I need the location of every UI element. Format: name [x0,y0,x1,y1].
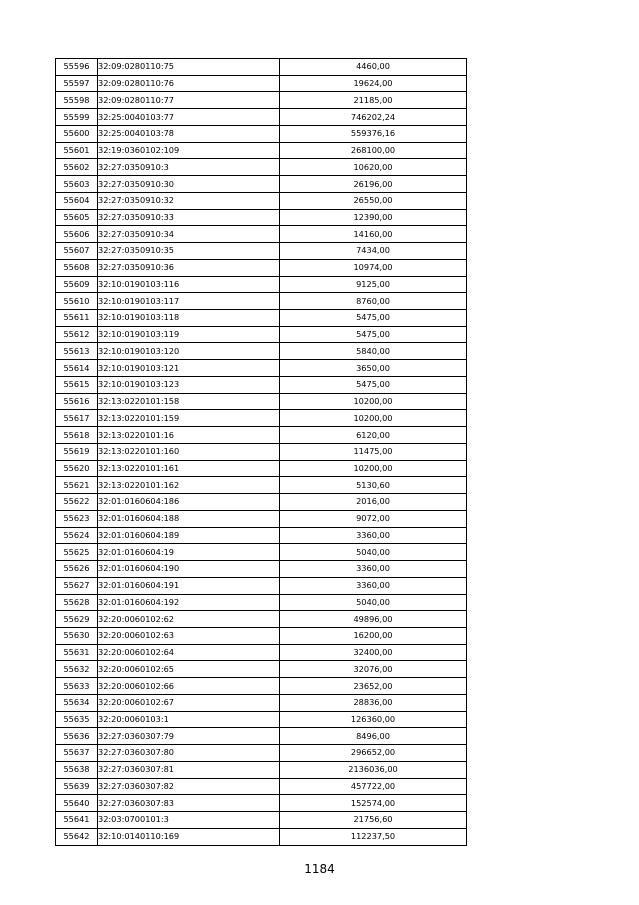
table-body [56,59,467,846]
table-row [56,460,467,477]
table-row [56,259,467,276]
table-row [56,326,467,343]
cadastral-value-cell: 8496,00 [280,728,467,745]
cadastral-value-cell: 5040,00 [280,594,467,611]
row-number-cell: 55609 [56,276,98,293]
cadastral-value-cell: 7434,00 [280,243,467,260]
row-number-cell: 55640 [56,795,98,812]
cadastral-number-cell: 32:10:0190103:116 [98,276,280,293]
table-row [56,125,467,142]
table-row [56,192,467,209]
cadastral-value-cell: 126360,00 [280,711,467,728]
table-row [56,443,467,460]
cadastral-number-cell: 32:25:0040103:78 [98,125,280,142]
row-number-cell: 55626 [56,561,98,578]
row-number-cell: 55608 [56,259,98,276]
cadastral-value-cell: 8760,00 [280,293,467,310]
row-number-cell: 55607 [56,243,98,260]
cadastral-number-cell: 32:01:0160604:192 [98,594,280,611]
row-number-cell: 55612 [56,326,98,343]
row-number-cell: 55636 [56,728,98,745]
table-row [56,761,467,778]
table-row [56,393,467,410]
row-number-cell: 55599 [56,109,98,126]
cadastral-value-cell: 268100,00 [280,142,467,159]
cadastral-number-cell: 32:13:0220101:16 [98,427,280,444]
cadastral-value-cell: 14160,00 [280,226,467,243]
row-number-cell: 55614 [56,360,98,377]
table-row [56,594,467,611]
table-row [56,293,467,310]
row-number-cell: 55632 [56,661,98,678]
cadastral-value-cell: 6120,00 [280,427,467,444]
cadastral-value-cell: 2136036,00 [280,761,467,778]
cadastral-number-cell: 32:25:0040103:77 [98,109,280,126]
cadastral-number-cell: 32:01:0160604:191 [98,577,280,594]
table-row [56,694,467,711]
cadastral-value-cell: 9125,00 [280,276,467,293]
cadastral-number-cell: 32:10:0190103:121 [98,360,280,377]
row-number-cell: 55628 [56,594,98,611]
row-number-cell: 55613 [56,343,98,360]
cadastral-value-cell: 559376,16 [280,125,467,142]
row-number-cell: 55622 [56,494,98,511]
table-row [56,109,467,126]
cadastral-number-cell: 32:01:0160604:190 [98,561,280,578]
cadastral-value-cell: 3360,00 [280,527,467,544]
row-number-cell: 55625 [56,544,98,561]
row-number-cell: 55602 [56,159,98,176]
row-number-cell: 55624 [56,527,98,544]
cadastral-number-cell: 32:27:0360307:81 [98,761,280,778]
cadastral-number-cell: 32:27:0350910:34 [98,226,280,243]
cadastral-value-cell: 457722,00 [280,778,467,795]
cadastral-number-cell: 32:09:0280110:77 [98,92,280,109]
cadastral-number-cell: 32:20:0060102:64 [98,644,280,661]
table-row [56,778,467,795]
cadastral-number-cell: 32:10:0190103:120 [98,343,280,360]
cadastral-number-cell: 32:10:0140110:169 [98,828,280,845]
table-row [56,92,467,109]
table-row [56,226,467,243]
cadastral-number-cell: 32:27:0350910:32 [98,192,280,209]
cadastral-value-cell: 23652,00 [280,678,467,695]
cadastral-number-cell: 32:20:0060102:63 [98,627,280,644]
cadastral-value-cell: 3360,00 [280,577,467,594]
table-row [56,577,467,594]
row-number-cell: 55606 [56,226,98,243]
table-row [56,627,467,644]
cadastral-value-cell: 26196,00 [280,176,467,193]
row-number-cell: 55598 [56,92,98,109]
table-row [56,527,467,544]
cadastral-value-cell: 5040,00 [280,544,467,561]
cadastral-number-cell: 32:27:0360307:80 [98,745,280,762]
row-number-cell: 55639 [56,778,98,795]
row-number-cell: 55633 [56,678,98,695]
cadastral-number-cell: 32:10:0190103:118 [98,310,280,327]
row-number-cell: 55597 [56,75,98,92]
row-number-cell: 55634 [56,694,98,711]
cadastral-number-cell: 32:13:0220101:161 [98,460,280,477]
cadastral-number-cell: 32:10:0190103:119 [98,326,280,343]
cadastral-number-cell: 32:27:0360307:79 [98,728,280,745]
cadastral-value-cell: 32400,00 [280,644,467,661]
table-row [56,494,467,511]
cadastral-number-cell: 32:20:0060102:62 [98,611,280,628]
cadastral-value-cell: 49896,00 [280,611,467,628]
cadastral-value-cell: 10974,00 [280,259,467,276]
cadastral-number-cell: 32:27:0350910:36 [98,259,280,276]
cadastral-value-cell: 19624,00 [280,75,467,92]
cadastral-value-cell: 5840,00 [280,343,467,360]
cadastral-value-cell: 746202,24 [280,109,467,126]
table-row [56,812,467,829]
cadastral-number-cell: 32:27:0350910:33 [98,209,280,226]
cadastral-value-cell: 28836,00 [280,694,467,711]
table-row [56,59,467,76]
table-row [56,561,467,578]
cadastral-value-cell: 3650,00 [280,360,467,377]
table-row [56,243,467,260]
cadastral-value-cell: 5475,00 [280,376,467,393]
table-row [56,661,467,678]
cadastral-number-cell: 32:20:0060102:65 [98,661,280,678]
cadastral-number-cell: 32:27:0350910:35 [98,243,280,260]
cadastral-number-cell: 32:27:0350910:3 [98,159,280,176]
page-number: 1184 [304,862,335,876]
row-number-cell: 55635 [56,711,98,728]
row-number-cell: 55600 [56,125,98,142]
table-row [56,209,467,226]
table-row [56,795,467,812]
table-row [56,728,467,745]
table-row [56,176,467,193]
cadastral-number-cell: 32:09:0280110:76 [98,75,280,92]
cadastral-number-cell: 32:20:0060102:67 [98,694,280,711]
row-number-cell: 55623 [56,510,98,527]
cadastral-number-cell: 32:20:0060102:66 [98,678,280,695]
cadastral-number-cell: 32:27:0360307:83 [98,795,280,812]
cadastral-value-cell: 11475,00 [280,443,467,460]
table-row [56,376,467,393]
table-row [56,427,467,444]
cadastral-value-cell: 152574,00 [280,795,467,812]
cadastral-number-cell: 32:13:0220101:160 [98,443,280,460]
row-number-cell: 55601 [56,142,98,159]
table-row [56,477,467,494]
row-number-cell: 55621 [56,477,98,494]
row-number-cell: 55603 [56,176,98,193]
row-number-cell: 55610 [56,293,98,310]
row-number-cell: 55642 [56,828,98,845]
cadastral-value-cell: 3360,00 [280,561,467,578]
cadastral-number-cell: 32:03:0700101:3 [98,812,280,829]
cadastral-number-cell: 32:09:0280110:75 [98,59,280,76]
table-row [56,310,467,327]
cadastral-number-cell: 32:13:0220101:158 [98,393,280,410]
table-row [56,75,467,92]
row-number-cell: 55596 [56,59,98,76]
cadastral-number-cell: 32:10:0190103:123 [98,376,280,393]
row-number-cell: 55631 [56,644,98,661]
table-row [56,142,467,159]
table-row [56,711,467,728]
cadastral-value-cell: 5130,60 [280,477,467,494]
row-number-cell: 55605 [56,209,98,226]
row-number-cell: 55611 [56,310,98,327]
row-number-cell: 55630 [56,627,98,644]
row-number-cell: 55629 [56,611,98,628]
cadastral-value-cell: 4460,00 [280,59,467,76]
table-row [56,410,467,427]
row-number-cell: 55618 [56,427,98,444]
cadastral-number-cell: 32:01:0160604:189 [98,527,280,544]
table-row [56,828,467,845]
cadastral-number-cell: 32:19:0360102:109 [98,142,280,159]
table-row [56,510,467,527]
table-row [56,678,467,695]
cadastral-value-cell: 16200,00 [280,627,467,644]
cadastral-number-cell: 32:01:0160604:188 [98,510,280,527]
cadastral-number-cell: 32:27:0350910:30 [98,176,280,193]
cadastral-value-cell: 9072,00 [280,510,467,527]
cadastral-number-cell: 32:01:0160604:19 [98,544,280,561]
cadastral-value-cell: 5475,00 [280,326,467,343]
row-number-cell: 55641 [56,812,98,829]
cadastral-value-cell: 10620,00 [280,159,467,176]
table-row [56,360,467,377]
cadastral-value-cell: 2016,00 [280,494,467,511]
row-number-cell: 55617 [56,410,98,427]
row-number-cell: 55627 [56,577,98,594]
cadastral-value-cell: 21185,00 [280,92,467,109]
table-row [56,343,467,360]
row-number-cell: 55637 [56,745,98,762]
table-row [56,644,467,661]
cadastral-number-cell: 32:27:0360307:82 [98,778,280,795]
cadastral-value-cell: 296652,00 [280,745,467,762]
row-number-cell: 55604 [56,192,98,209]
row-number-cell: 55619 [56,443,98,460]
cadastral-value-cell: 10200,00 [280,410,467,427]
table-row [56,611,467,628]
row-number-cell: 55615 [56,376,98,393]
cadastral-value-cell: 112237,50 [280,828,467,845]
table-row [56,544,467,561]
row-number-cell: 55616 [56,393,98,410]
cadastral-value-cell: 26550,00 [280,192,467,209]
table-row [56,745,467,762]
cadastral-value-cell: 5475,00 [280,310,467,327]
cadastral-value-cell: 21756,60 [280,812,467,829]
table-row [56,276,467,293]
row-number-cell: 55620 [56,460,98,477]
cadastral-value-cell: 10200,00 [280,460,467,477]
cadastral-number-cell: 32:20:0060103:1 [98,711,280,728]
cadastral-value-cell: 32076,00 [280,661,467,678]
cadastral-value-cell: 12390,00 [280,209,467,226]
cadastral-number-cell: 32:10:0190103:117 [98,293,280,310]
cadastral-number-cell: 32:13:0220101:159 [98,410,280,427]
row-number-cell: 55638 [56,761,98,778]
cadastral-value-table [55,58,467,846]
cadastral-value-cell: 10200,00 [280,393,467,410]
cadastral-number-cell: 32:13:0220101:162 [98,477,280,494]
table-row [56,159,467,176]
cadastral-number-cell: 32:01:0160604:186 [98,494,280,511]
